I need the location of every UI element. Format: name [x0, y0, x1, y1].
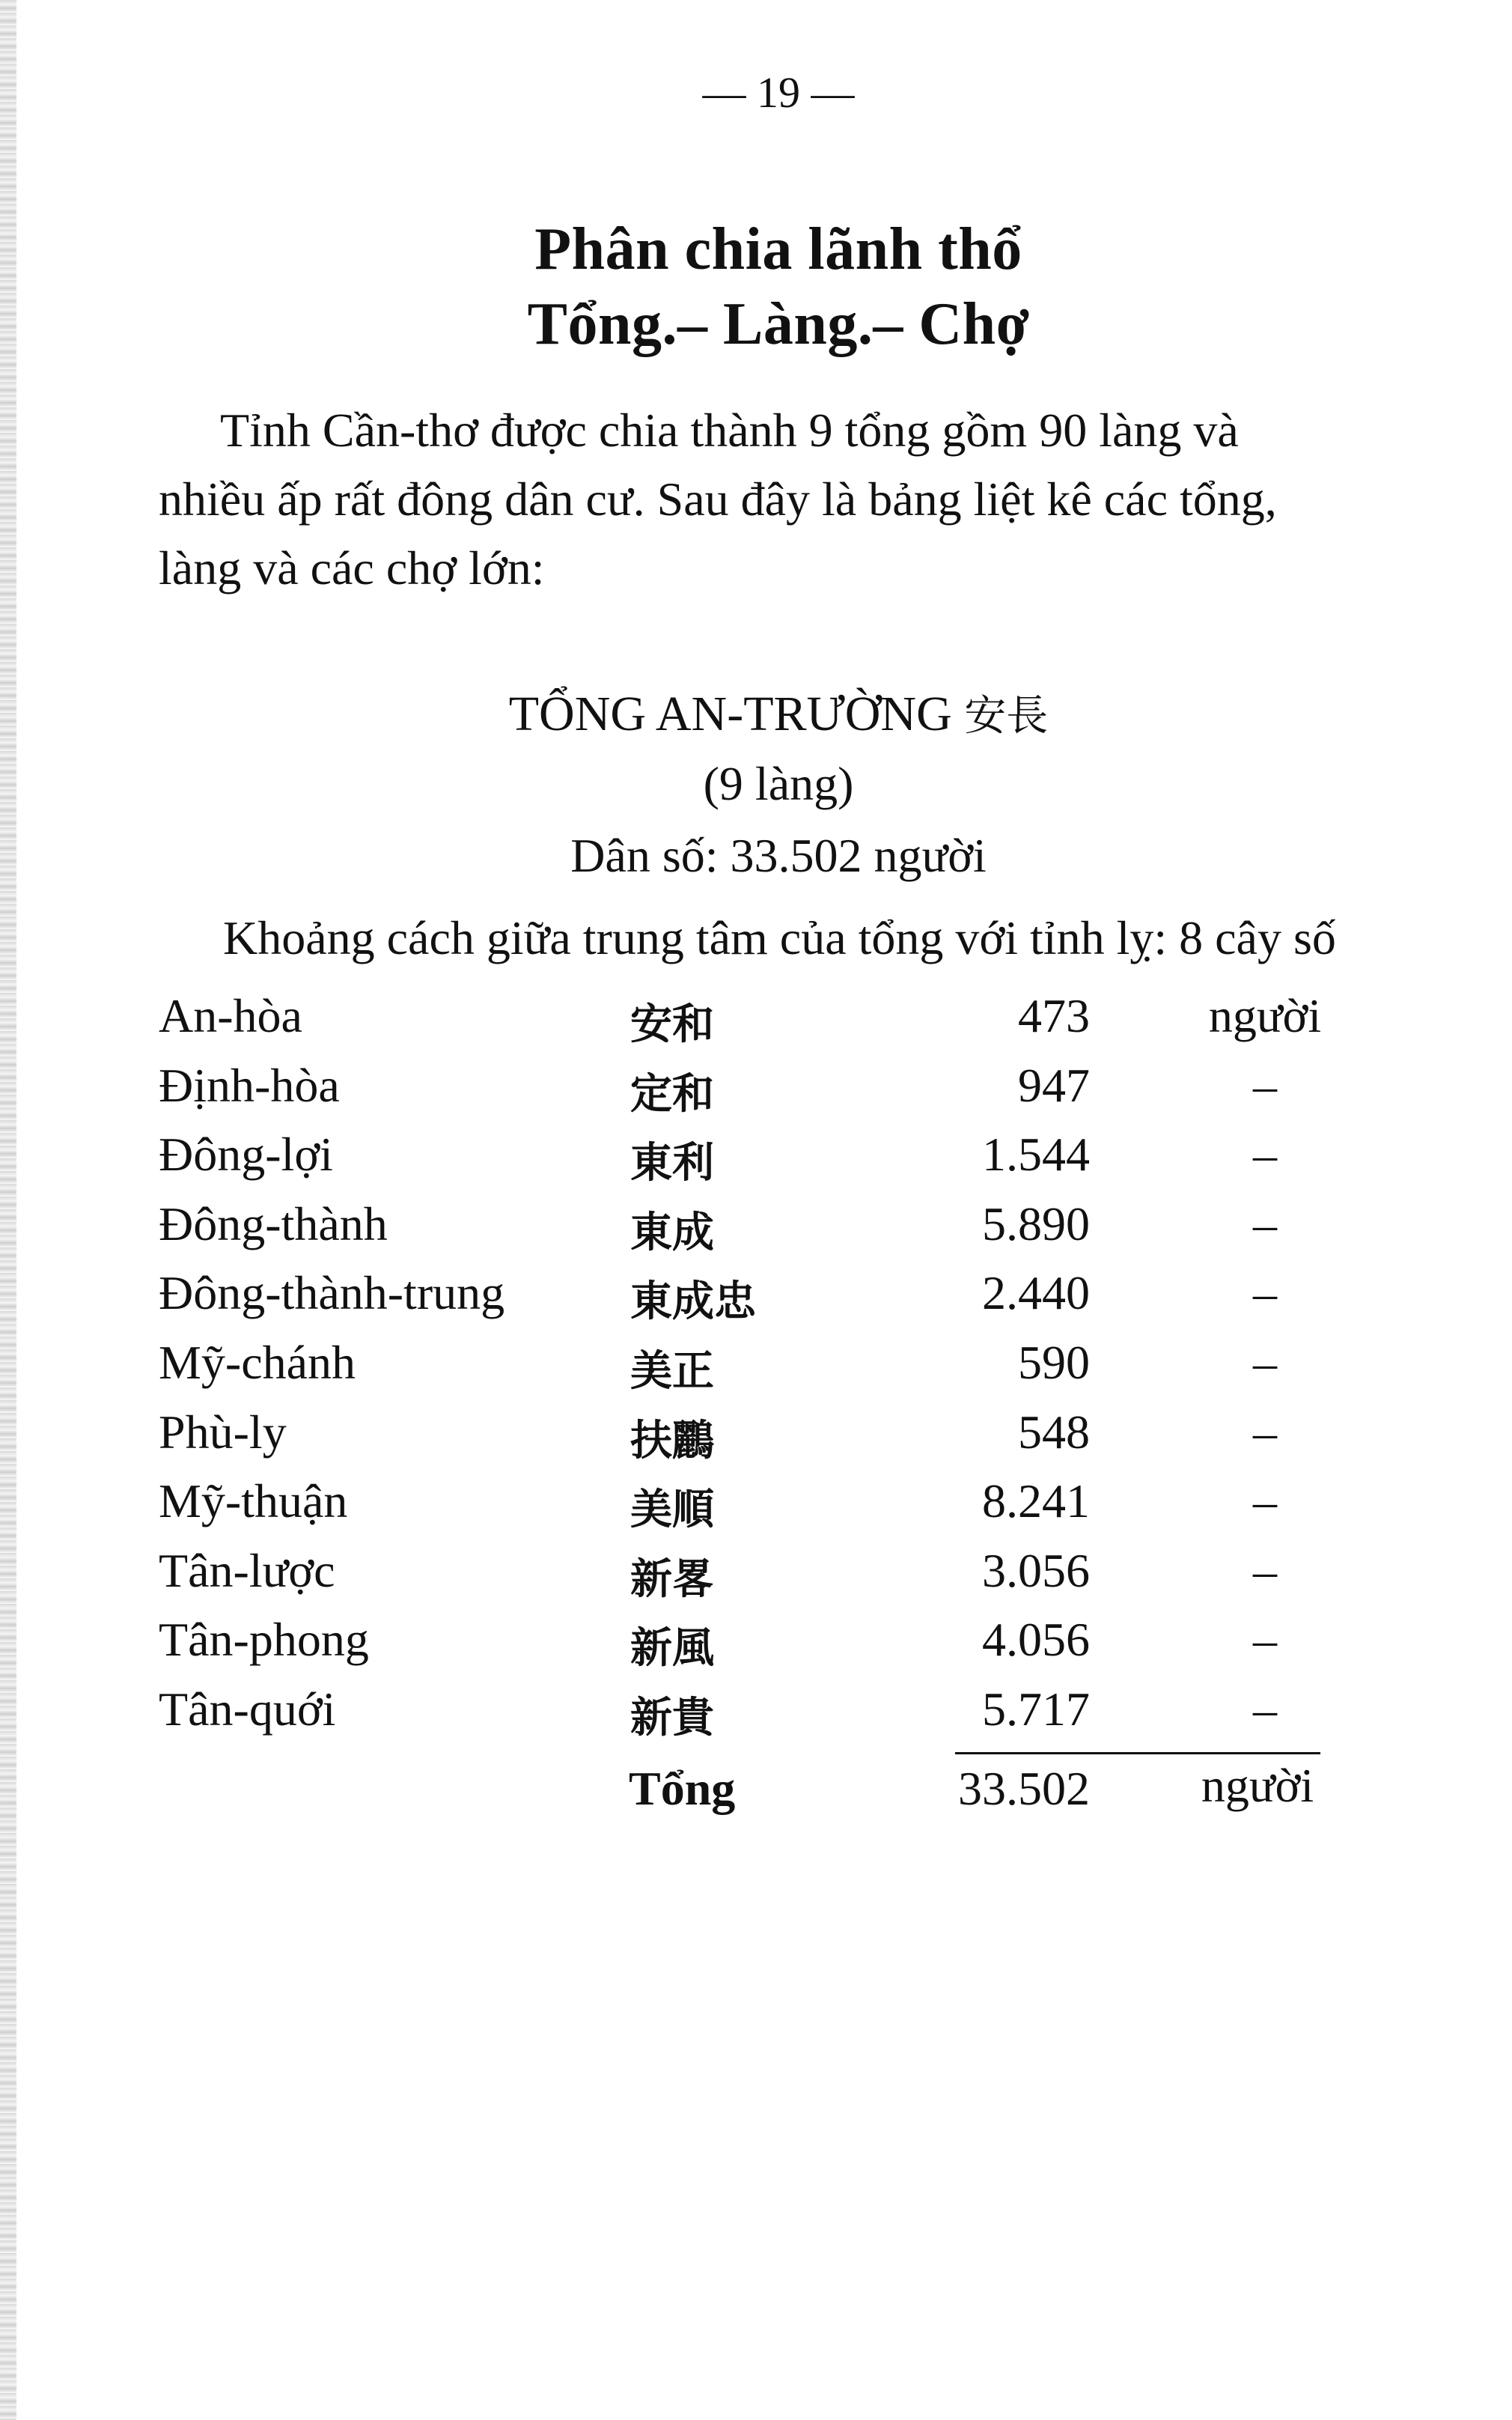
village-population: 3.056 — [982, 1544, 1090, 1597]
village-unit: – — [1253, 1682, 1277, 1736]
section-population: Dân số: 33.502 người — [570, 829, 987, 882]
page-number: — 19 — — [702, 68, 855, 117]
village-unit: – — [1253, 1197, 1277, 1250]
section-heading — [0, 683, 1512, 743]
intro-line-2: nhiều ấp rất đông dân cư. Sau đây là bảng liệt kê các tổng, — [159, 472, 1277, 526]
village-hanzi: 扶鸝 — [630, 1417, 714, 1465]
village-unit: – — [1253, 1059, 1277, 1112]
village-population: 5.717 — [982, 1682, 1090, 1736]
village-hanzi: 美順 — [630, 1486, 714, 1534]
scanned-page-edge — [0, 0, 16, 2420]
total-population: 33.502 — [958, 1762, 1090, 1815]
village-name: Tân-quới — [159, 1682, 336, 1736]
village-hanzi: 東成 — [630, 1209, 714, 1257]
village-hanzi: 新貴 — [630, 1694, 714, 1742]
village-unit: – — [1253, 1405, 1277, 1459]
village-unit: – — [1253, 1544, 1277, 1597]
village-hanzi: 新畧 — [630, 1555, 714, 1604]
title-line-2: Tổng.– Làng.– Chợ — [527, 291, 1030, 357]
section-name: TỔNG AN-TRƯỜNG — [508, 687, 952, 741]
total-label: Tổng — [629, 1762, 736, 1815]
title-line-1: Phân chia lãnh thổ — [534, 216, 1022, 282]
intro-line-3: làng và các chợ lớn: — [159, 541, 545, 595]
village-unit: – — [1253, 1266, 1277, 1319]
village-name: An-hòa — [159, 989, 302, 1042]
village-population: 8.241 — [982, 1474, 1090, 1527]
village-unit: – — [1253, 1336, 1277, 1389]
village-hanzi: 新風 — [630, 1624, 714, 1673]
village-hanzi: 安和 — [630, 1000, 714, 1049]
village-population: 473 — [1018, 989, 1090, 1042]
village-name: Tân-lược — [159, 1544, 335, 1597]
section-hanzi: 安長 — [964, 692, 1049, 741]
village-name: Mỹ-chánh — [159, 1336, 356, 1389]
village-unit: – — [1253, 1613, 1277, 1666]
village-name: Tân-phong — [159, 1613, 369, 1666]
village-unit: – — [1253, 1474, 1277, 1527]
section-villages: (9 làng) — [703, 757, 854, 810]
village-population: 2.440 — [982, 1266, 1090, 1319]
village-name: Đông-thành — [159, 1197, 388, 1250]
total-rule — [955, 1752, 1320, 1754]
village-population: 590 — [1018, 1336, 1090, 1389]
village-hanzi: 定和 — [630, 1070, 714, 1119]
village-population: 947 — [1018, 1059, 1090, 1112]
village-name: Đông-thành-trung — [159, 1266, 505, 1319]
village-population: 4.056 — [982, 1613, 1090, 1666]
section-distance: Khoảng cách giữa trung tâm của tổng với tỉnh lỵ: 8 cây số — [223, 911, 1336, 964]
intro-line-1: Tỉnh Cần-thơ được chia thành 9 tổng gồm 90 làng và — [220, 404, 1239, 457]
village-population: 5.890 — [982, 1197, 1090, 1250]
village-name: Phù-ly — [159, 1405, 287, 1459]
village-hanzi: 東利 — [630, 1139, 714, 1188]
village-name: Mỹ-thuận — [159, 1474, 348, 1527]
village-hanzi: 東成忠 — [630, 1277, 756, 1326]
total-unit: người — [1201, 1759, 1314, 1812]
village-population: 548 — [1018, 1405, 1090, 1459]
village-name: Định-hòa — [159, 1059, 340, 1112]
village-population: 1.544 — [982, 1128, 1090, 1181]
village-unit: – — [1253, 1128, 1277, 1181]
village-hanzi: 美正 — [630, 1347, 714, 1396]
village-name: Đông-lợi — [159, 1128, 333, 1181]
village-unit: người — [1208, 989, 1322, 1042]
